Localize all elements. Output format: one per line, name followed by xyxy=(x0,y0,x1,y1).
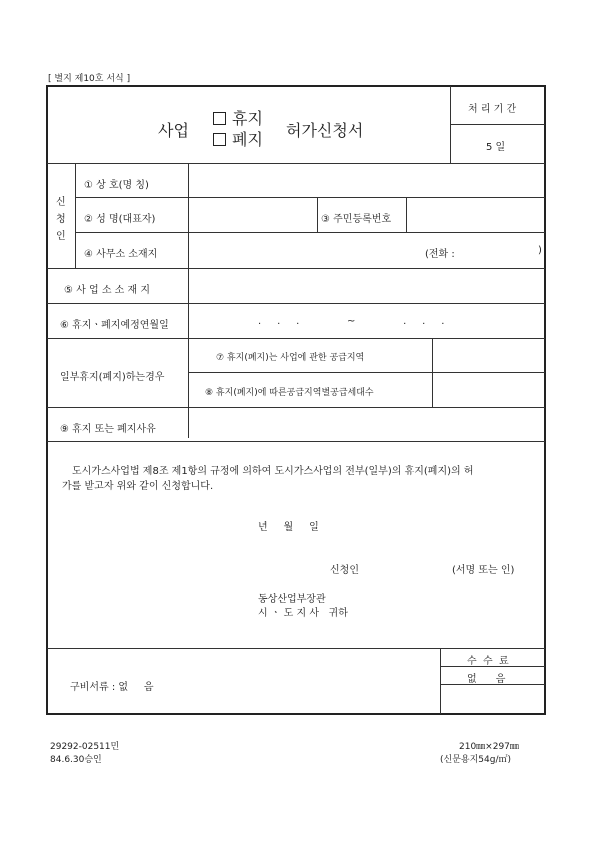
location-field[interactable] xyxy=(192,272,540,298)
declaration-line1: 도시가스사업법 제8조 제1항의 규정에 의하여 도시가스사업의 전부(일부)의 휴지(폐지)의 허 xyxy=(72,466,474,477)
footer-paper-type: (신문용지54g/㎡) xyxy=(440,755,511,765)
households-label: ⑧ 휴지(폐지)에 따른공급지역별공급세대수 xyxy=(205,388,374,398)
sign-note: (서명 또는 인) xyxy=(452,565,515,576)
households-field[interactable] xyxy=(436,377,540,403)
representative-field[interactable] xyxy=(192,201,312,227)
reason-field[interactable] xyxy=(192,411,540,437)
office-label: ④ 사무소 소재지 xyxy=(84,249,158,260)
title-option-rest[interactable]: 휴지 xyxy=(213,106,263,129)
regno-field[interactable] xyxy=(410,201,540,227)
checkbox-close[interactable] xyxy=(213,133,226,146)
date-field[interactable]: . . . ~ . . . xyxy=(258,316,445,327)
regno-label: ③ 주민등록번호 xyxy=(321,214,392,225)
form-code: [ 별지 제10호 서식 ] xyxy=(48,74,131,84)
footer-approval: 84.6.30승인 xyxy=(50,755,102,765)
representative-label: ② 성 명(대표자) xyxy=(84,214,156,225)
footer-paper-size: 210㎜×297㎜ xyxy=(459,742,519,752)
applicant-sign-field[interactable] xyxy=(368,556,446,574)
phone-label: (전화 : xyxy=(425,249,455,260)
checkbox-rest[interactable] xyxy=(213,112,226,125)
office-field[interactable] xyxy=(192,236,412,262)
fee-value: 없 음 xyxy=(467,674,506,685)
title-prefix: 사업 xyxy=(158,121,189,140)
phone-close: ) xyxy=(538,245,542,256)
processing-header: 처 리 기 간 xyxy=(468,104,517,115)
fee-header: 수 수 료 xyxy=(467,656,509,667)
date-label: ⑥ 휴지ㆍ폐지예정연월일 xyxy=(60,320,169,331)
minister-label: 동상산업부장관 xyxy=(258,594,326,605)
recipient-label: 시 ㆍ 도 지 사 귀하 xyxy=(258,608,348,619)
declaration-line2: 가를 받고자 위와 같이 신청합니다. xyxy=(62,481,214,492)
applicant-sign-label: 신청인 xyxy=(330,565,359,576)
applicant-group-label: 신 청 인 xyxy=(56,197,66,242)
documents-label: 구비서류 : 없 음 xyxy=(70,682,154,693)
name-field[interactable] xyxy=(192,167,540,193)
title-option-close[interactable]: 폐지 xyxy=(213,127,263,150)
area-label: ⑦ 휴지(폐지)는 사업에 관한 공급지역 xyxy=(216,353,365,363)
footer-form-number: 29292-02511민 xyxy=(50,742,120,752)
processing-value: 5 일 xyxy=(486,142,506,153)
partial-label: 일부휴지(폐지)하는경우 xyxy=(60,372,165,383)
declaration-date: 년 월 일 xyxy=(258,522,319,533)
area-field[interactable] xyxy=(436,342,540,368)
location-label: ⑤ 사 업 소 소 재 지 xyxy=(64,285,150,296)
name-label: ① 상 호(명 칭) xyxy=(84,180,149,191)
reason-label: ⑨ 휴지 또는 폐지사유 xyxy=(60,424,156,435)
title-suffix: 허가신청서 xyxy=(286,121,364,140)
